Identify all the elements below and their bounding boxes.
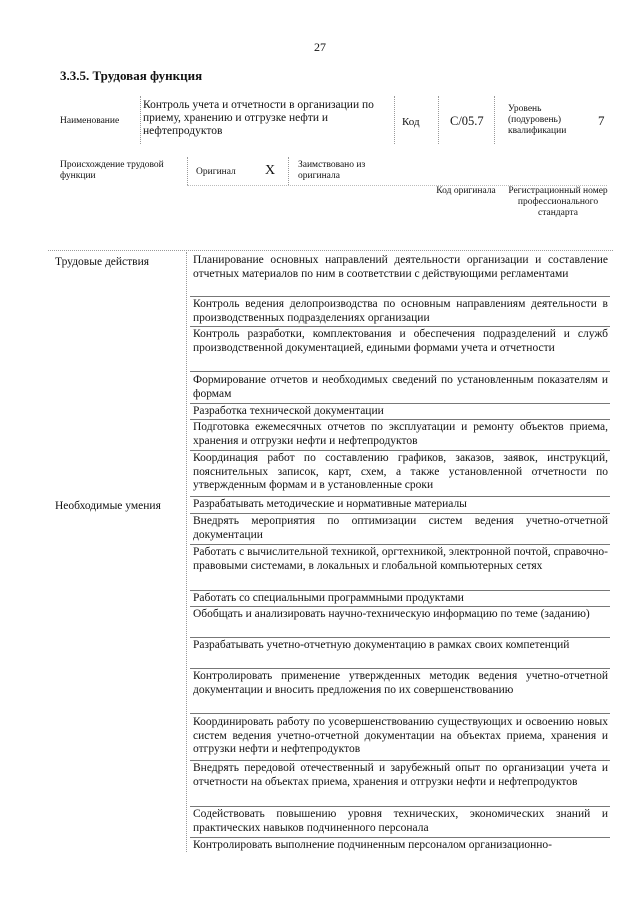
code-value: С/05.7 bbox=[450, 114, 484, 128]
borrowed-label: Заимствовано из оригинала bbox=[298, 160, 366, 181]
action-item-1: Планирование основных направлений деятельности организации и составление отчетных материалов по ним в соответствии с действующими регламентами bbox=[193, 254, 608, 280]
origin-label: Происхождение трудовой функции bbox=[60, 160, 164, 181]
table-top-border bbox=[48, 250, 613, 251]
row-divider bbox=[190, 450, 610, 451]
actions-label: Трудовые действия bbox=[55, 256, 150, 268]
page-number: 27 bbox=[314, 40, 326, 54]
level-value: 7 bbox=[598, 113, 605, 128]
row-divider bbox=[190, 606, 610, 607]
row-divider bbox=[190, 371, 610, 372]
row-divider bbox=[190, 403, 610, 404]
row-divider bbox=[190, 760, 610, 761]
skills-label: Необходимые умения bbox=[55, 500, 161, 512]
row-divider bbox=[190, 419, 610, 420]
function-name: Контроль учета и отчетности в организации по приему, хранению и отгрузке нефти и нефтепродуктов bbox=[143, 99, 374, 137]
row-divider bbox=[190, 326, 610, 327]
skill-item-5: Обобщать и анализировать научно-техническую информацию по теме (заданию) bbox=[193, 608, 590, 620]
row-divider bbox=[190, 713, 610, 714]
skill-item-7: Контролировать применение утвержденных методик ведения учетно-отчетной документации и вносить предложения по их совершенствованию bbox=[193, 670, 608, 696]
action-item-7: Координация работ по составлению графиков, заказов, заявок, инструкций, пояснительных записок, карт, схем, а также установленной отчетности по утвержденным формам и в установленные сроки bbox=[193, 452, 608, 491]
row-divider bbox=[190, 806, 610, 807]
action-item-2: Контроль ведения делопроизводства по основным направлениям деятельности в производственных подразделениях организации bbox=[193, 298, 608, 324]
skill-item-9: Внедрять передовой отечественный и зарубежный опыт по организации учета и отчетности на объектах приема, хранения и отгрузки нефти и нефтепродуктов bbox=[193, 762, 608, 788]
action-item-5: Разработка технической документации bbox=[193, 405, 384, 417]
row-divider bbox=[190, 668, 610, 669]
skill-item-8: Координировать работу по усовершенствованию существующих и освоению новых систем ведения учетно-отчетной документации на объектах приема, хранения и отгрузки нефти и нефтепродуктов bbox=[193, 716, 608, 755]
skill-item-3: Работать с вычислительной техникой, оргтехникой, электронной почтой, справочно-правовыми системами, в локальных и глобальной компьютерных сетях bbox=[193, 546, 608, 572]
skill-item-6: Разрабатывать учетно-отчетную документацию в рамках своих компетенций bbox=[193, 639, 570, 651]
row-divider bbox=[190, 513, 610, 514]
skill-item-1: Разрабатывать методические и нормативные материалы bbox=[193, 498, 467, 510]
orig-code-caption: Код оригинала bbox=[436, 186, 496, 196]
action-item-4: Формирование отчетов и необходимых сведений по установленным показателям и формам bbox=[193, 374, 608, 400]
row-divider bbox=[190, 637, 610, 638]
skill-item-2: Внедрять мероприятия по оптимизации систем ведения учетно-отчетной документации bbox=[193, 515, 608, 541]
row-divider bbox=[190, 544, 610, 545]
column-divider bbox=[186, 252, 187, 852]
level-label: Уровень (подуровень) квалификации bbox=[508, 104, 567, 136]
reg-number-caption: Регистрационный номер профессионального стандарта bbox=[508, 186, 608, 218]
skill-item-10: Содействовать повышению уровня технических, экономических знаний и практических навыков подчиненного персонала bbox=[193, 808, 608, 834]
row-divider bbox=[190, 837, 610, 838]
original-mark: Х bbox=[265, 163, 276, 178]
row-divider bbox=[190, 296, 610, 297]
name-label: Наименование bbox=[60, 116, 120, 126]
row-divider bbox=[190, 496, 610, 497]
code-label: Код bbox=[402, 116, 420, 128]
divider bbox=[494, 96, 495, 144]
skill-item-4: Работать со специальными программными продуктами bbox=[193, 592, 464, 604]
divider bbox=[394, 96, 395, 144]
divider bbox=[438, 96, 439, 144]
action-item-6: Подготовка ежемесячных отчетов по эксплуатации и ремонту объектов приема, хранения и отгрузки нефти и нефтепродуктов bbox=[193, 421, 608, 447]
skill-item-11: Контролировать выполнение подчиненным персоналом организационно- bbox=[193, 839, 553, 851]
divider bbox=[140, 96, 141, 144]
original-label: Оригинал bbox=[196, 167, 236, 177]
section-title: 3.3.5. Трудовая функция bbox=[60, 68, 203, 83]
row-divider bbox=[190, 590, 610, 591]
action-item-3: Контроль разработки, комплектования и обеспечения подразделений и служб производственной документацией, едиными формами учета и отчетности bbox=[193, 328, 608, 354]
